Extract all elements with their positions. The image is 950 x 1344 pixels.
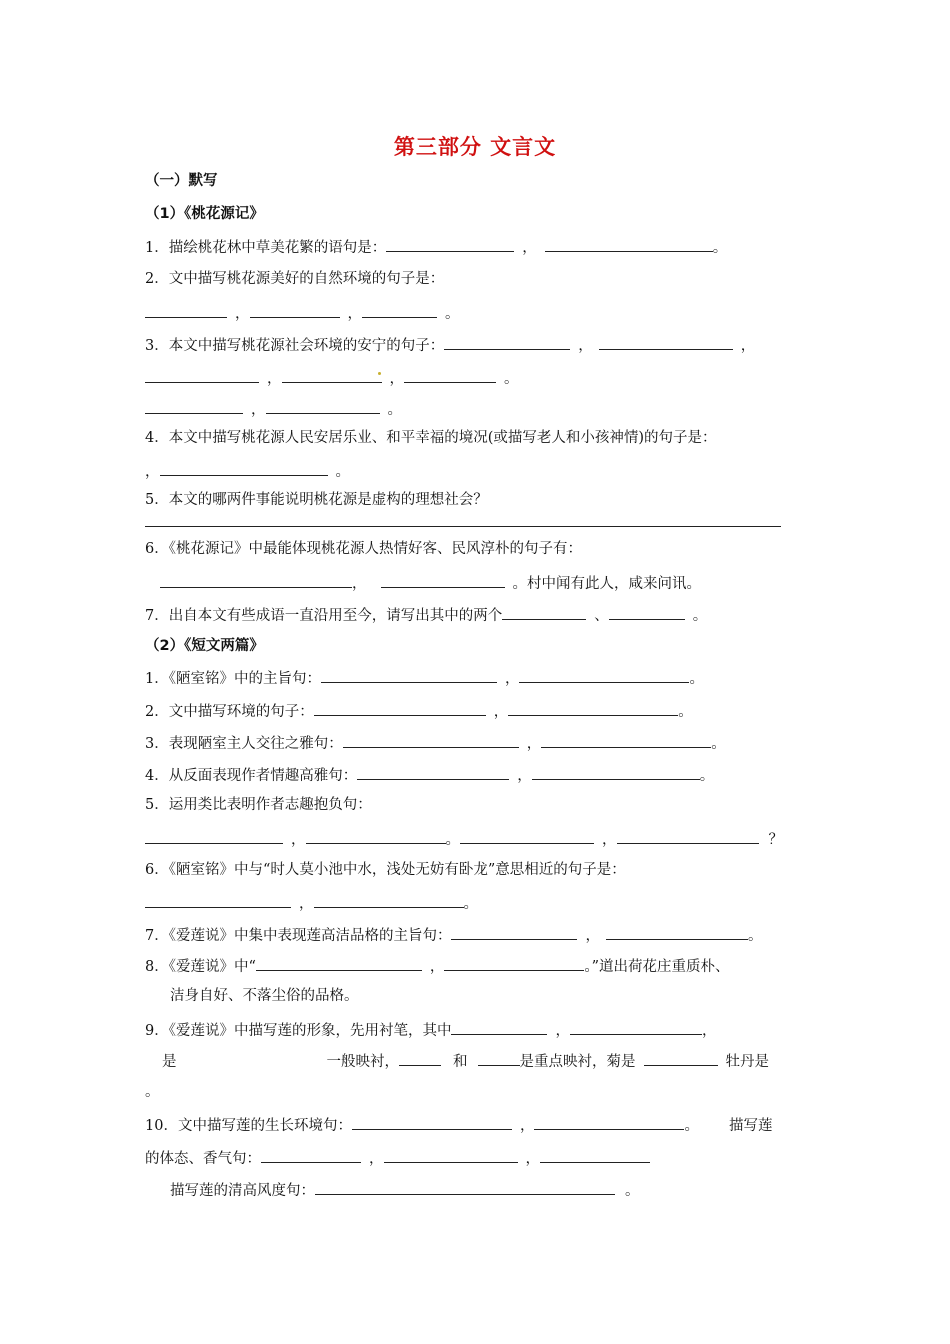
stray-dot	[378, 372, 381, 375]
question-duan-3: 3．表现陋室主人交往之雅句： ， 。	[145, 732, 726, 754]
answer-line-tao-3b: ， 。	[145, 398, 402, 420]
question-duan-9: 9．《爱莲说》中描写莲的形象，先用衬笔，其中 ， ，	[145, 1019, 716, 1041]
period-mark: 。	[145, 1084, 160, 1100]
answer-line-duan-6: ， 。	[145, 892, 478, 914]
answer-line-tao-3a: ， ， 。	[145, 367, 519, 389]
question-duan-4: 4．从反面表现作者情趣高雅句： ， 。	[145, 764, 714, 786]
answer-blank[interactable]	[145, 828, 283, 844]
answer-blank[interactable]	[570, 1019, 702, 1035]
section-heading-dictation: （一）默写	[145, 173, 218, 189]
answer-blank[interactable]	[314, 700, 486, 716]
answer-blank[interactable]	[261, 1147, 361, 1163]
answer-line-duan-9: 是 一般映衬， 和 是重点映衬，菊是 牡丹是	[162, 1050, 769, 1072]
answer-blank[interactable]	[609, 604, 685, 620]
answer-blank[interactable]	[145, 398, 243, 414]
question-duan-8: 8．《爱莲说》中“ ， 。”道出荷花庄重质朴、	[145, 955, 730, 977]
answer-blank[interactable]	[532, 764, 700, 780]
answer-blank[interactable]	[444, 334, 570, 350]
answer-blank[interactable]	[508, 700, 678, 716]
answer-blank[interactable]	[256, 955, 422, 971]
answer-line-tao-4: ， 。	[145, 460, 350, 482]
answer-blank[interactable]	[357, 764, 509, 780]
question-duan-1: 1．《陋室铭》中的主旨句： ， 。	[145, 667, 704, 689]
answer-blank[interactable]	[606, 924, 748, 940]
answer-blank[interactable]	[541, 732, 711, 748]
answer-line-tao-5	[145, 511, 781, 533]
subsection-heading-duanwen: （2）《短文两篇》	[145, 638, 264, 654]
answer-blank[interactable]	[282, 367, 382, 383]
answer-blank[interactable]	[145, 302, 227, 318]
answer-blank[interactable]	[545, 236, 713, 252]
question-duan-10: 10．文中描写莲的生长环境句： ， 。 描写莲	[145, 1114, 772, 1136]
answer-blank[interactable]	[315, 1179, 615, 1195]
answer-blank[interactable]	[540, 1147, 650, 1163]
answer-blank[interactable]	[644, 1050, 718, 1066]
answer-blank[interactable]	[145, 511, 781, 527]
answer-blank[interactable]	[384, 1147, 518, 1163]
answer-blank[interactable]	[444, 955, 584, 971]
answer-blank[interactable]	[617, 828, 759, 844]
answer-blank[interactable]	[451, 1019, 547, 1035]
answer-blank[interactable]	[145, 892, 291, 908]
question-duan-10-last: 描写莲的清高风度句： 。	[170, 1179, 640, 1201]
answer-blank[interactable]	[534, 1114, 684, 1130]
question-duan-5: 5．运用类比表明作者志趣抱负句：	[145, 797, 372, 813]
question-tao-1: 1．描绘桃花林中草美花繁的语句是： ， 。	[145, 236, 727, 258]
answer-blank[interactable]	[519, 667, 689, 683]
answer-blank[interactable]	[314, 892, 464, 908]
question-tao-4: 4．本文中描写桃花源人民安居乐业、和平幸福的境况(或描写老人和小孩神情)的句子是：	[145, 430, 717, 446]
question-tao-6: 6．《桃花源记》中最能体现桃花源人热情好客、民风淳朴的句子有：	[145, 541, 582, 557]
answer-blank[interactable]	[362, 302, 437, 318]
question-tao-2: 2．文中描写桃花源美好的自然环境的句子是：	[145, 271, 445, 287]
answer-blank[interactable]	[250, 302, 340, 318]
answer-blank[interactable]	[306, 828, 446, 844]
answer-line-tao-2: ， ， 。	[145, 302, 460, 324]
question-tao-7: 7．出自本文有些成语一直沿用至今，请写出其中的两个 、 。	[145, 604, 707, 626]
question-duan-2: 2．文中描写环境的句子： ， 。	[145, 700, 693, 722]
answer-blank[interactable]	[386, 236, 514, 252]
question-duan-6: 6．《陋室铭》中与“时人莫小池中水，浅处无妨有卧龙”意思相近的句子是：	[145, 862, 626, 878]
answer-blank[interactable]	[451, 924, 577, 940]
question-duan-7: 7．《爱莲说》中集中表现莲高洁品格的主旨句： ， 。	[145, 924, 762, 946]
answer-blank[interactable]	[160, 572, 352, 588]
answer-blank[interactable]	[599, 334, 733, 350]
answer-blank[interactable]	[145, 367, 259, 383]
page-title: 第三部分 文言文	[393, 135, 557, 159]
answer-blank[interactable]	[381, 572, 505, 588]
answer-blank[interactable]	[399, 1050, 441, 1066]
answer-blank[interactable]	[460, 828, 594, 844]
answer-blank[interactable]	[352, 1114, 512, 1130]
answer-blank[interactable]	[478, 1050, 520, 1066]
question-tao-5: 5．本文的哪两件事能说明桃花源是虚构的理想社会？	[145, 492, 488, 508]
question-duan-8-cont: 洁身自好、不落尘俗的品格。	[170, 988, 359, 1004]
answer-line-tao-6: ， 。村中闻有此人，咸来问讯。	[160, 572, 701, 594]
question-tao-3: 3．本文中描写桃花源社会环境的安宁的句子： ， ，	[145, 334, 755, 356]
subsection-heading-taohuayuan: （1）《桃花源记》	[145, 206, 264, 222]
answer-blank[interactable]	[343, 732, 519, 748]
answer-blank[interactable]	[160, 460, 328, 476]
question-duan-10-cont: 的体态、香气句： ， ，	[145, 1147, 650, 1169]
answer-line-duan-5: ， 。 ， ？	[145, 828, 783, 850]
answer-blank[interactable]	[266, 398, 380, 414]
answer-blank[interactable]	[321, 667, 497, 683]
answer-blank[interactable]	[404, 367, 496, 383]
answer-blank[interactable]	[502, 604, 586, 620]
